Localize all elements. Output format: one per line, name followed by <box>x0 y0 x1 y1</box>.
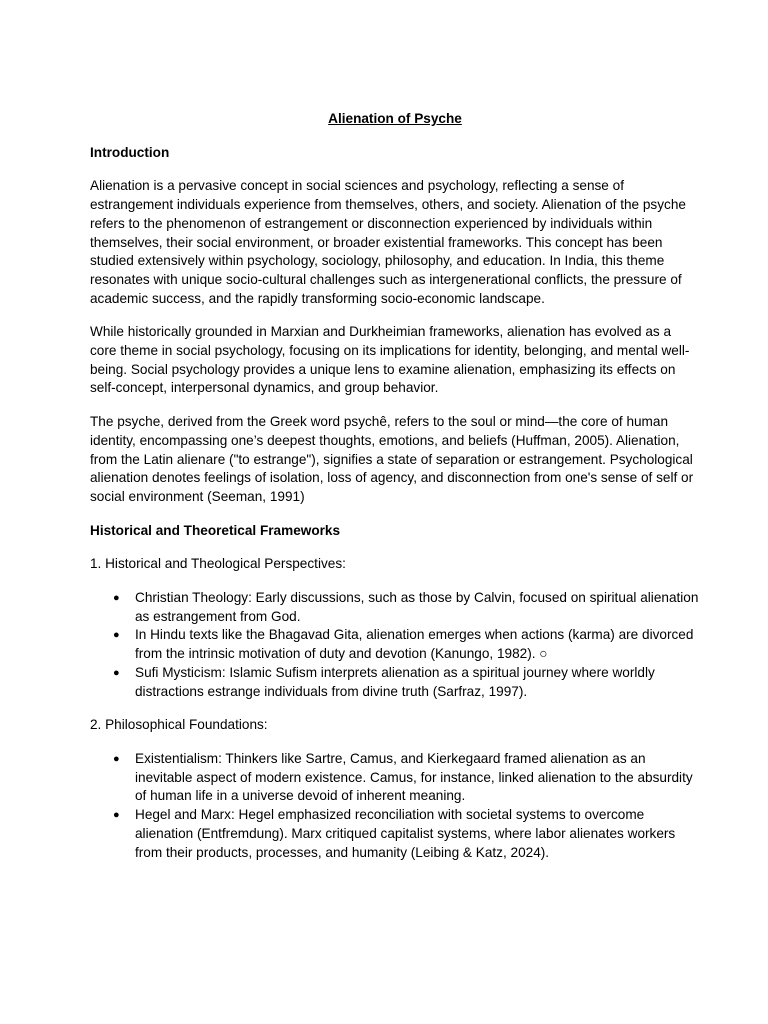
list-item <box>90 589 700 626</box>
introduction-paragraph-1: Alienation is a pervasive concept in social sciences and psychology, reflecting a sense of estrangement individuals experience from themselves, others, and society. Alienation of the psyche refers to the phenomenon of estrangement or disconnection experienced by individuals within themselves, their social environment, or broader existential frameworks. This concept has been studied extensively within psychology, sociology, philosophy, and education. In India, this theme resonates with unique socio-cultural challenges such as intergenerational conflicts, the pressure of academic success, and the rapidly transforming socio-economic landscape. <box>90 178 686 306</box>
document-page <box>90 110 700 877</box>
section-2-list <box>90 750 700 862</box>
list-item-text: Christian Theology: Early discussions, such as those by Calvin, focused on spiritual alienation as estrangement from God. <box>135 590 699 624</box>
introduction-paragraph-2: While historically grounded in Marxian and Durkheimian frameworks, alienation has evolved as a core theme in social psychology, focusing on its implications for identity, belonging, and mental well-being. Social psychology provides a unique lens to examine alienation, emphasizing its effects on self-concept, interpersonal dynamics, and group behavior. <box>90 324 690 396</box>
list-item-text: Sufi Mysticism: Islamic Sufism interprets alienation as a spiritual journey where worldly distractions estrange individuals from divine truth (Sarfraz, 1997). <box>135 664 655 699</box>
section-1-list <box>90 589 700 701</box>
bullet-icon: ● <box>113 592 120 605</box>
section-2-title: 2. Philosophical Foundations: <box>90 717 268 733</box>
list-item <box>90 664 700 701</box>
list-item-text: In Hindu texts like the Bhagavad Gita, alienation emerges when actions (karma) are divorced from the intrinsic motivation of duty and devotion (Kanungo, 1982). ○ <box>135 627 694 662</box>
list-item-text: Existentialism: Thinkers like Sartre, Camus, and Kierkegaard framed alienation as an inevitable aspect of modern existence. Camus, for instance, linked alienation to the absurdity of human life in a universe devoid of inherent meaning. <box>135 750 693 804</box>
list-item <box>90 626 700 663</box>
bullet-icon: ● <box>113 809 120 822</box>
bullet-icon: ● <box>113 752 120 765</box>
introduction-paragraph-3: The psyche, derived from the Greek word psychê, refers to the soul or mind—the core of human identity, encompassing one’s deepest thoughts, emotions, and beliefs (Huffman, 2005). Alienation, from the Latin alienare ("to estrange"), signifies a state of separation or estrangement. Psychological alienation denotes feelings of isolation, loss of agency, and disconnection from one's sense of self or social environment (Seeman, 1991) <box>90 414 694 504</box>
frameworks-heading: Historical and Theoretical Frameworks <box>90 522 341 538</box>
bullet-icon: ● <box>113 666 120 679</box>
list-item-text: Hegel and Marx: Hegel emphasized reconciliation with societal systems to overcome alienation (Entfremdung). Marx critiqued capitalist systems, where labor alienates workers from their products, processes, and humanity (Leibing & Katz, 2024). <box>135 807 676 860</box>
list-item <box>90 750 700 806</box>
bullet-icon: ● <box>113 629 120 642</box>
introduction-heading: Introduction <box>90 144 170 160</box>
list-item <box>90 806 700 862</box>
document-title: Alienation of Psyche <box>328 111 462 126</box>
section-1-title: 1. Historical and Theological Perspectives: <box>90 556 346 572</box>
